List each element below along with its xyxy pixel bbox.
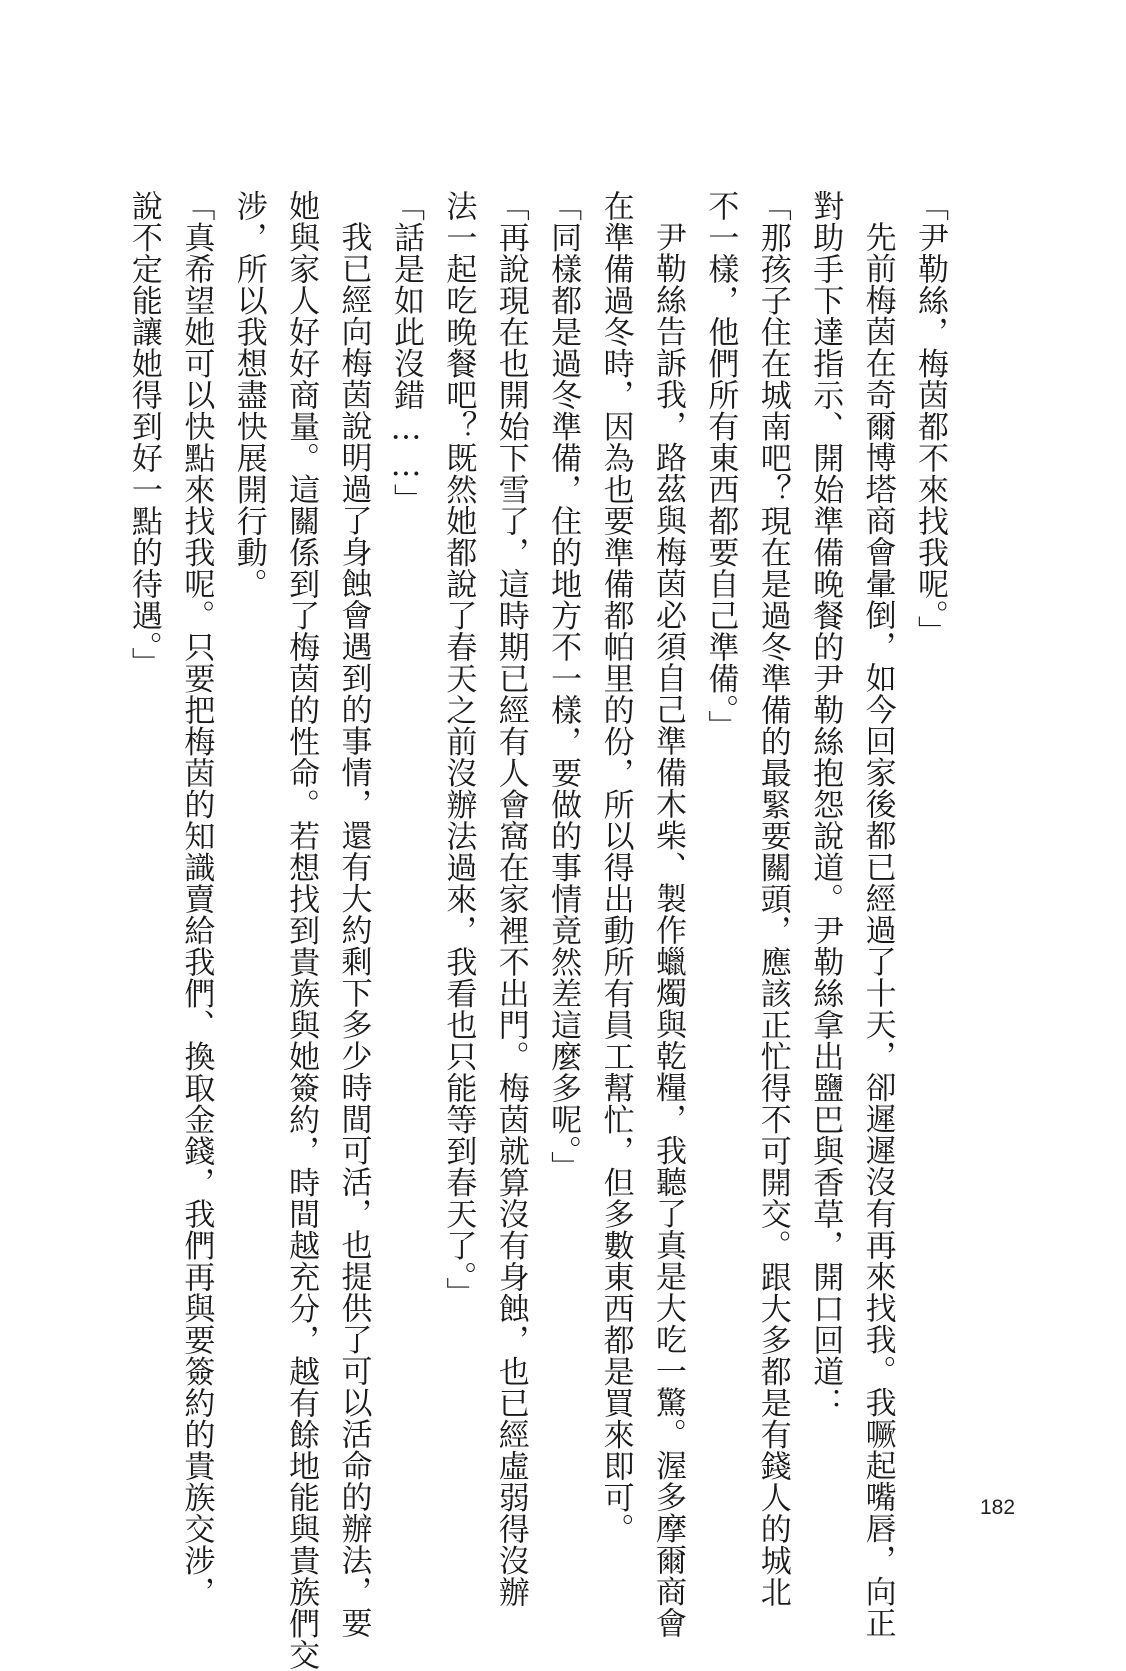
- page-number: 182: [980, 1496, 1016, 1519]
- text-line: 先前梅茵在奇爾博塔商會暈倒，如今回家後都已經過了十天，卻遲遲沒有再來找我。我噘起嘴唇，向正: [859, 221, 896, 1639]
- text-line: 法一起吃晚餐吧？既然她都說了春天之前沒辦法過來，我看也只能等到春天了。」: [440, 190, 477, 1309]
- text-line: 在準備過冬時，因為也要準備都帕里的份，所以得出動所有員工幫忙，但多數東西都是買來即可。: [597, 190, 634, 1545]
- text-line: 她與家人好好商量。這關係到了梅茵的性命。若想找到貴族與她簽約，時間越充分，越有餘地能與貴族們交: [283, 190, 320, 1671]
- text-line: 尹勒絲告訴我，路茲與梅茵必須自己準備木柴、製作蠟燭與乾糧，我聽了真是大吃一驚。渥多摩爾商會: [649, 221, 686, 1639]
- text-line: 我已經向梅茵說明過了身蝕會遇到的事情，還有大約剩下多少時間可活，也提供了可以活命的辦法，要: [335, 221, 372, 1639]
- text-line: 說不定能讓她得到好一點的待遇。」: [125, 190, 162, 679]
- text-line: 不一樣，他們所有東西都要自己準備。」: [702, 190, 739, 742]
- text-line: 「再說現在也開始下雪了，這時期已經有人會窩在家裡不出門。梅茵就算沒有身蝕，也已經虛弱得沒辦: [492, 190, 529, 1608]
- text-line: 「那孩子住在城南吧？現在是過冬準備的最緊要關頭，應該正忙得不可開交。跟大多都是有錢人的城北: [754, 190, 791, 1608]
- text-line: 對助手下達指示、開始準備晚餐的尹勒絲抱怨說道。尹勒絲拿出鹽巴與香草，開口回道：: [807, 190, 844, 1419]
- text-line: 「同樣都是過冬準備，住的地方不一樣，要做的事情竟然差這麼多呢。」: [545, 190, 582, 1183]
- vertical-text-body: [125, 190, 956, 1671]
- text-line: 「尹勒絲，梅茵都不來找我呢。」: [912, 190, 948, 647]
- text-line: 「話是如此沒錯……」: [387, 190, 424, 515]
- text-line: 「真希望她可以快點來找我呢。只要把梅茵的知識賣給我們、換取金錢，我們再與要簽約的貴族交涉，: [178, 190, 215, 1608]
- text-line: 涉，所以我想盡快展開行動。: [230, 190, 267, 600]
